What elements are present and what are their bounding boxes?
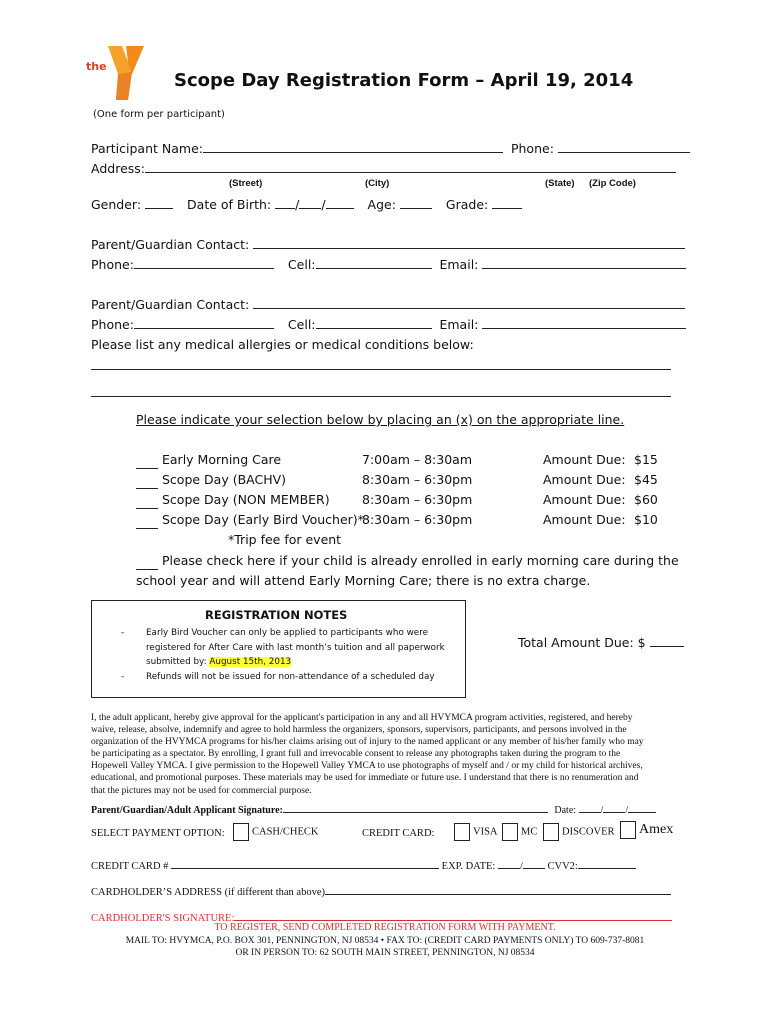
option-time: 7:00am – 8:30am — [362, 452, 473, 467]
cash-label: CASH/CHECK — [252, 826, 319, 838]
exp-year-field[interactable] — [523, 856, 545, 869]
medical-line-1[interactable] — [91, 369, 671, 370]
amex-checkbox[interactable] — [620, 821, 636, 839]
notes-item2: Refunds will not be issued for non-attendance of a scheduled day — [146, 672, 435, 682]
guardian2-contact-field[interactable] — [253, 296, 685, 309]
cardholder-address-row — [91, 882, 671, 898]
waiver-line: organization of the HVYMCA programs for his/her claims arising out of injury to the named applicant or any member of his/her family who may — [91, 737, 644, 748]
payment-visa-option — [454, 823, 498, 841]
visa-label: VISA — [473, 826, 498, 838]
option-name: Scope Day (NON MEMBER) — [162, 492, 330, 507]
total-amount-field[interactable] — [650, 634, 684, 647]
exp-date-label: EXP. DATE: — [441, 861, 496, 872]
grade-label: Grade: — [445, 197, 489, 212]
selection-instruction: Please indicate your selection below by placing an (x) on the appropriate line. — [136, 412, 625, 427]
guardian2-email-field[interactable] — [482, 316, 686, 329]
notes-bullet: - — [121, 628, 125, 638]
card-number-field[interactable] — [171, 856, 439, 869]
mc-checkbox[interactable] — [502, 823, 518, 841]
discover-label: DISCOVER — [562, 826, 615, 838]
gender-dob-row: Gender: Date of Birth: / / Age: Grade: — [91, 196, 522, 212]
address-row — [91, 160, 676, 176]
payment-cash-option — [233, 823, 319, 841]
signature-date-day-field[interactable] — [603, 800, 625, 813]
dob-month-field[interactable] — [275, 196, 295, 209]
payment-select-label: SELECT PAYMENT OPTION: — [91, 828, 225, 839]
visa-checkbox[interactable] — [454, 823, 470, 841]
participant-phone-field[interactable] — [558, 140, 690, 153]
notes-item1-line3 — [146, 657, 291, 667]
enrolled-text-line1: Please check here if your child is already enrolled in early morning care during the — [162, 553, 679, 568]
guardian2-email-label: Email: — [439, 317, 479, 332]
option-name: Early Morning Care — [162, 452, 282, 467]
discover-checkbox[interactable] — [543, 823, 559, 841]
payment-credit-label: CREDIT CARD: — [362, 828, 435, 839]
waiver-line: waive, release, absolve, indemnify and agree to hold harmless the organizers, sponsors, supervisors, participants, and persons involved in the — [91, 725, 627, 736]
signature-row: Parent/Guardian/Adult Applicant Signature: Date: / / — [91, 800, 656, 816]
mc-label: MC — [521, 826, 538, 838]
waiver-line: I, the adult applicant, hereby give approval for the applicant's participation in any and all HVYMCA program activities, registered, and hereby — [91, 713, 633, 723]
cvv-field[interactable] — [578, 856, 636, 869]
guardian2-phone-label: Phone: — [91, 317, 134, 332]
address-field[interactable] — [145, 160, 676, 173]
payment-mc-option — [502, 823, 537, 841]
payment-amex-option — [620, 821, 673, 839]
trip-fee-note: *Trip fee for event — [228, 532, 342, 547]
notes-item1-line1: Early Bird Voucher can only be applied to participants who were — [146, 628, 429, 638]
option-amount-label: Amount Due: — [543, 492, 626, 507]
waiver-line: educational, and promotional purposes. These materials may be used for immediate or future use. I understand that there is no renumeration and — [91, 773, 639, 784]
card-number-label: CREDIT CARD # — [91, 861, 169, 872]
option-early-bird-blank[interactable] — [136, 516, 158, 529]
total-amount-row — [518, 634, 684, 650]
payment-discover-option — [543, 823, 615, 841]
participant-name-label: Participant Name: — [91, 141, 203, 156]
signature-date-year-field[interactable] — [628, 800, 656, 813]
guardian1-contact-label: Parent/Guardian Contact: — [91, 237, 250, 252]
waiver-line: Hopewell Valley YMCA. I give permission to the Hopewell Valley YMCA to use photographs of myself and / or my child for historical archives, — [91, 761, 643, 772]
age-field[interactable] — [400, 196, 432, 209]
city-caption: (City) — [365, 178, 390, 189]
guardian1-phone-label: Phone: — [91, 257, 134, 272]
footer-inperson-line: OR IN PERSON TO: 62 SOUTH MAIN STREET, PENNINGTON, NJ 08534 — [235, 948, 535, 958]
waiver-text — [91, 712, 644, 797]
guardian2-cell-field[interactable] — [316, 316, 432, 329]
notes-item1-line2: registered for After Care with last month’s tuition and all paperwork — [146, 643, 445, 653]
dob-label: Date of Birth: — [187, 197, 272, 212]
cvv-label: CVV2: — [547, 861, 578, 872]
guardian2-contact-row — [91, 296, 685, 312]
cardholder-signature-field[interactable] — [234, 908, 672, 921]
exp-month-field[interactable] — [498, 856, 520, 869]
guardian1-cell-field[interactable] — [316, 256, 432, 269]
option-bachv-blank[interactable] — [136, 476, 158, 489]
option-amount-label: Amount Due: — [543, 472, 626, 487]
state-caption: (State) — [545, 178, 575, 189]
cash-checkbox[interactable] — [233, 823, 249, 841]
enrolled-check-blank[interactable] — [136, 557, 158, 570]
enrolled-text-line2: school year and will attend Early Morning Care; there is no extra charge. — [136, 573, 591, 588]
page-subtitle: (One form per participant) — [93, 109, 225, 120]
credit-card-row: CREDIT CARD # EXP. DATE: / CVV2: — [91, 856, 636, 872]
dob-day-field[interactable] — [299, 196, 321, 209]
option-early-morning-blank[interactable] — [136, 456, 158, 469]
signature-date-month-field[interactable] — [579, 800, 601, 813]
gender-field[interactable] — [145, 196, 173, 209]
footer-register-line: TO REGISTER, SEND COMPLETED REGISTRATION FORM WITH PAYMENT. — [214, 922, 556, 933]
cardholder-address-field[interactable] — [325, 882, 671, 895]
guardian1-contact-field[interactable] — [253, 236, 685, 249]
page-title: Scope Day Registration Form – April 19, 2014 — [174, 70, 634, 91]
guardian2-phone-field[interactable] — [134, 316, 274, 329]
notes-item1-prefix: submitted by: — [146, 657, 210, 667]
guardian1-email-field[interactable] — [482, 256, 686, 269]
guardian1-email-label: Email: — [439, 257, 479, 272]
gender-label: Gender: — [91, 197, 142, 212]
waiver-line: be participating as a spectator. By enrolling, I grant full and irrevocable consent to release any photographs taken during the program to the — [91, 749, 621, 760]
guardian1-phone-row — [91, 256, 686, 272]
option-time: 8:30am – 6:30pm — [362, 512, 473, 527]
guardian2-phone-row — [91, 316, 686, 332]
guardian2-contact-label: Parent/Guardian Contact: — [91, 297, 250, 312]
notes-highlighted-date: August 15th, 2013 — [209, 657, 292, 667]
signature-label: Parent/Guardian/Adult Applicant Signature: — [91, 805, 283, 816]
option-name: Scope Day (BACHV) — [162, 472, 287, 487]
option-non-member-blank[interactable] — [136, 496, 158, 509]
option-amount: $15 — [634, 452, 658, 467]
option-name: Scope Day (Early Bird Voucher)* — [162, 512, 364, 527]
signature-field[interactable] — [283, 800, 548, 813]
option-amount-label: Amount Due: — [543, 452, 626, 467]
address-label: Address: — [91, 161, 145, 176]
footer-mail-line: MAIL TO: HVYMCA, P.O. BOX 301, PENNINGTON, NJ 08534 • FAX TO: (CREDIT CARD PAYMENTS ONLY) TO 609-737-8081 — [125, 936, 645, 946]
signature-date-label: Date: — [554, 805, 577, 816]
zip-caption: (Zip Code) — [589, 178, 636, 189]
notes-title: REGISTRATION NOTES — [205, 608, 348, 622]
amex-label: Amex — [639, 822, 674, 838]
option-amount: $45 — [634, 472, 658, 487]
ymca-logo — [88, 42, 158, 102]
total-amount-label: Total Amount Due: $ — [518, 635, 646, 650]
option-amount-label: Amount Due: — [543, 512, 626, 527]
medical-line-2[interactable] — [91, 396, 671, 397]
grade-field[interactable] — [492, 196, 522, 209]
notes-bullet: - — [121, 672, 125, 682]
logo-the-text: the — [86, 60, 107, 73]
cardholder-address-label: CARDHOLDER’S ADDRESS (if different than above) — [91, 887, 325, 898]
guardian2-cell-label: Cell: — [287, 317, 316, 332]
participant-name-field[interactable] — [203, 140, 503, 153]
guardian1-contact-row — [91, 236, 685, 252]
guardian1-cell-label: Cell: — [287, 257, 316, 272]
medical-label: Please list any medical allergies or medical conditions below: — [91, 337, 474, 352]
registration-notes-box — [91, 600, 466, 698]
participant-phone-label: Phone: — [510, 141, 554, 156]
cardholder-signature-label: CARDHOLDER'S SIGNATURE: — [91, 913, 235, 924]
waiver-line: that the pictures may not be used for commercial purpose. — [91, 785, 312, 796]
option-amount: $10 — [634, 512, 658, 527]
option-time: 8:30am – 6:30pm — [362, 492, 473, 507]
participant-name-row — [91, 140, 690, 156]
guardian1-phone-field[interactable] — [134, 256, 274, 269]
street-caption: (Street) — [229, 178, 263, 189]
option-time: 8:30am – 6:30pm — [362, 472, 473, 487]
age-label: Age: — [367, 197, 396, 212]
option-amount: $60 — [634, 492, 658, 507]
dob-year-field[interactable] — [326, 196, 354, 209]
